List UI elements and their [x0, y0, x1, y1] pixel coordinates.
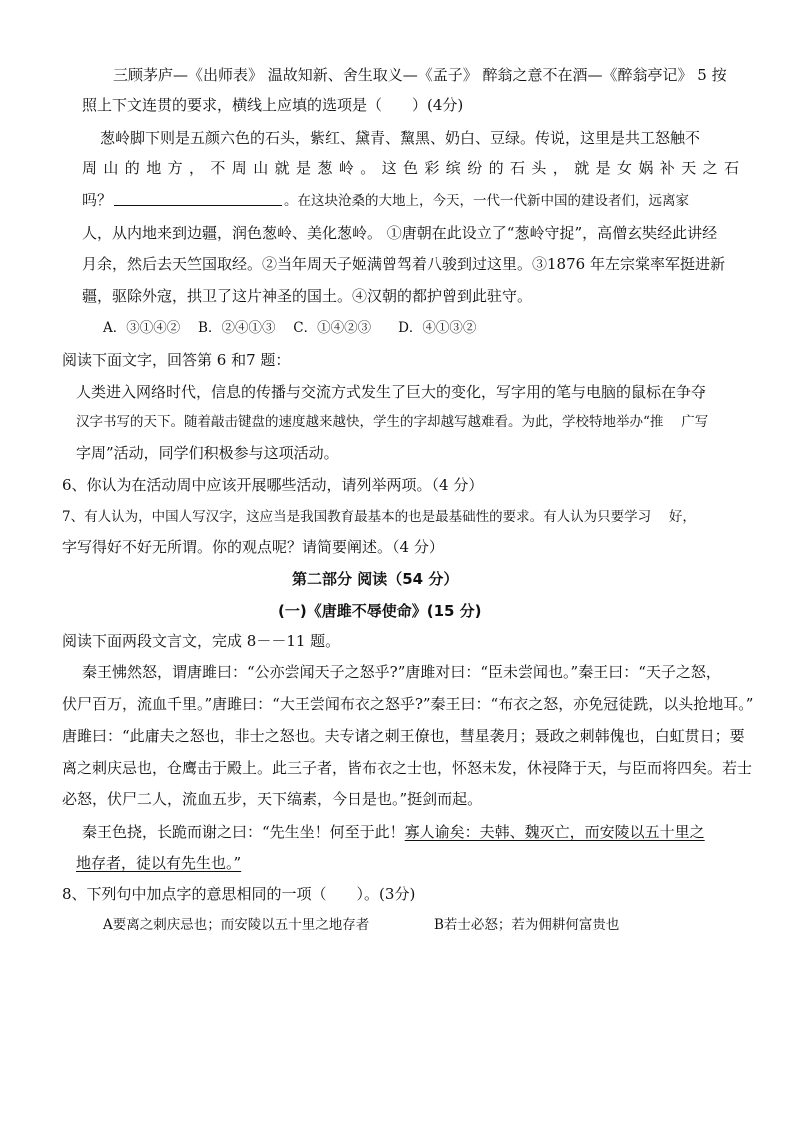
passage-line: 字周”活动，同学们积极参与这项活动。	[76, 444, 339, 462]
passage-line-with-blank	[82, 190, 689, 211]
classical-text-line	[82, 822, 705, 842]
question-6: 6、你认为在活动周中应该开展哪些活动，请列举两项。（4 分）	[62, 476, 484, 494]
passage-line: 人，从内地来到边疆，润色葱岭、美化葱岭。 ①唐朝在此设立了“葱岭守捉”，高僧玄奘经此讲经	[82, 224, 718, 242]
classical-text-line: 伏尸百万，流血千里。”唐雎曰：“大王尝闻布衣之怒乎?”秦王曰：“布衣之怒，亦免冠徒跣，以头抢地耳。”	[62, 695, 754, 713]
passage-line: 周山的地方，不周山就是葱岭。这色彩缤纷的石头，就是女娲补天之石	[82, 159, 746, 177]
question-7-cont: 字写得好不好无所谓。你的观点呢？请简要阐述。（4 分）	[62, 538, 444, 556]
question-7: 7、有人认为，中国人写汉字，这应当是我国教育最基本的也是最基础性的要求。有人认为只要学习 好，	[62, 509, 696, 525]
classical-text: 秦王色挠，长跪而谢之曰：“先生坐！何至于此！	[82, 823, 405, 841]
underlined-text: 地存者，徒以有先生也。”	[76, 854, 242, 872]
classical-text-line: 必怒，伏尸二人，流血五步，天下缟素，今日是也。”挺剑而起。	[62, 790, 483, 808]
section-heading: 第二部分 阅读（54 分）	[292, 570, 459, 588]
reading-instruction: 阅读下面文字，回答第 6 和7 题：	[62, 351, 291, 369]
question-5-prompt: 照上下文连贯的要求，横线上应填的选项是（ ）(4分)	[82, 96, 464, 114]
question-5-options: A．③①④② B．②④①③ C．①④②③ D．④①③②	[103, 320, 477, 336]
passage-text: 吗？	[82, 191, 113, 209]
passage-line: 月余，然后去天竺国取经。②当年周天子姬满曾驾着八骏到过这里。③1876 年左宗棠率军挺进新	[82, 255, 725, 273]
reading-instruction: 阅读下面两段文言文，完成 8－－11 题。	[62, 632, 341, 650]
question-8: 8、下列句中加点字的意思相同的一项（ ）。(3分)	[62, 885, 416, 903]
question-8-option-a: A要离之刺庆忌也；而安陵以五十里之地存者	[103, 917, 370, 933]
passage-line: 疆，驱除外寇，拱卫了这片神圣的国土。④汉朝的都护曾到此驻守。	[82, 287, 533, 305]
classical-text-line: 秦王怫然怒，谓唐雎曰：“公亦尝闻天子之怒乎?”唐雎对曰：“臣未尝闻也。”秦王曰：“天子之怒，	[82, 663, 721, 681]
question-8-option-b: B若士必怒；若为佣耕何富贵也	[434, 917, 620, 933]
passage-line: 葱岭脚下则是五颜六色的石头，紫红、黛青、黧黑、奶白、豆绿。传说，这里是共工怒触不	[100, 129, 701, 147]
passage-line: 汉字书写的天下。随着敲击键盘的速度越来越快，学生的字却越写越难看。为此，学校特地举办“推 广写	[76, 414, 709, 430]
answer-blank[interactable]	[114, 191, 282, 206]
answer-key-line: 三顾茅庐—《出师表》 温故知新、舍生取义—《孟子》 醉翁之意不在酒—《醉翁亭记》 5 按	[113, 66, 727, 84]
underlined-text: 寡人谕矣：夫韩、魏灭亡，而安陵以五十里之	[404, 823, 705, 841]
subsection-heading: (一)《唐雎不辱使命》(15 分)	[278, 602, 482, 620]
classical-text-line: 离之刺庆忌也，仓鹰击于殿上。此三子者，皆布衣之士也，怀怒未发，休祲降于天，与臣而将四矣。若士	[62, 759, 753, 777]
classical-text-line: 唐雎曰：“此庸夫之怒也，非士之怒也。夫专诸之刺王僚也，彗星袭月；聂政之刺韩傀也，白虹贯日；要	[62, 727, 745, 745]
passage-text: 。在这块沧桑的大地上，今天，一代一代新中国的建设者们，远离家	[284, 193, 690, 209]
passage-line: 人类进入网络时代，信息的传播与交流方式发生了巨大的变化，写字用的笔与电脑的鼠标在争夺	[76, 383, 707, 401]
